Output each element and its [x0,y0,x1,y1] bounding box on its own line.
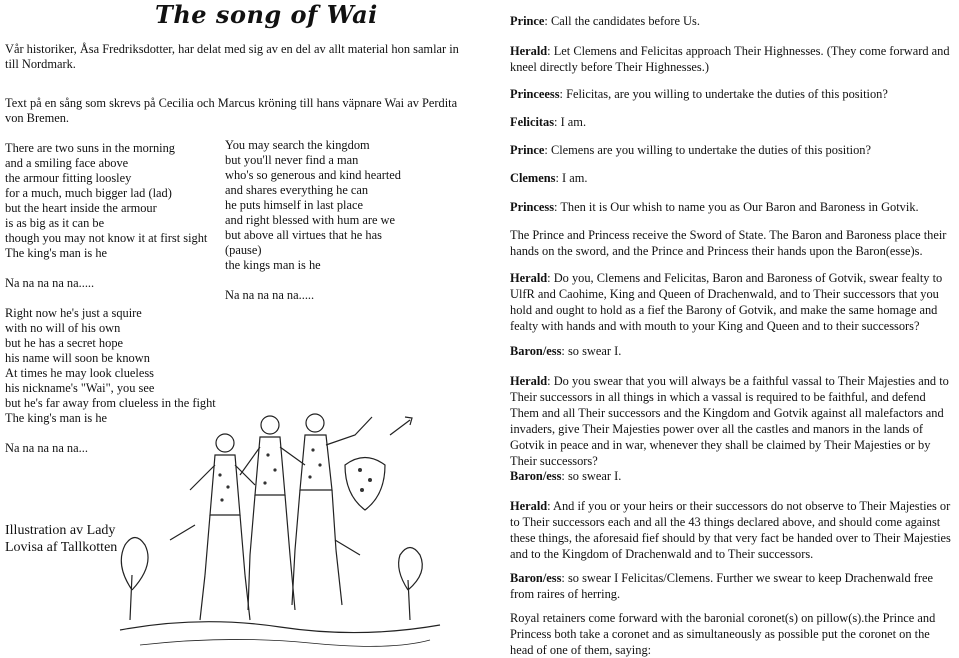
paragraph-6 [510,170,955,186]
left-page [0,0,470,657]
text: : Clemens are you willing to undertake the duties of this position? [544,143,871,157]
speaker: Herald [510,499,548,513]
speaker: Felicitas [510,115,555,129]
paragraph-15 [510,610,955,658]
song-title: The song of Wai [155,0,378,29]
paragraph-4 [510,114,955,130]
speaker: Herald [510,271,548,285]
paragraph-5 [510,142,955,158]
text: : And if you or your heirs or their successors do not observe to Their Majesties or to Their successors each and all the 43 things declared above, and should come against these things, the aforesaid fief should by that very fact be handed over to Their Majesties and to the Kingdom of Drachenwald and to Their successors. [510,499,951,561]
paragraph-1 [510,13,955,29]
speaker: Herald [510,44,548,58]
paragraph-13 [510,498,955,562]
paragraph-12 [510,468,955,484]
speaker: Clemens [510,171,556,185]
speaker: Baron/ess [510,571,562,585]
paragraph-9 [510,270,955,334]
text: : Then it is Our whish to name you as Our Baron and Baroness in Gotvik. [554,200,919,214]
text: : so swear I. [561,344,622,358]
paragraph-2 [510,43,955,75]
speaker: Prince [510,143,545,157]
text: : I am. [554,115,587,129]
paragraph-3 [510,86,955,102]
text: : Do you, Clemens and Felicitas, Baron and Baroness of Gotvik, swear fealty to UlfR and Caohime, King and Queen of Drachenwald, and to Their successors that you hold and ought to hold as a fief the Barony of Gotvik, and make the same homage and fealty with hands and with mouth to your King and Queen and to their successors? [510,271,943,333]
paragraph-14 [510,570,955,602]
speaker: Princess [510,200,555,214]
text: : I am. [555,171,588,185]
intro-paragraph-2: Text på en sång som skrevs på Cecilia och Marcus kröning till hans väpnare Wai av Perdita von Bremen. [5,96,458,125]
text: : Call the candidates before Us. [544,14,700,28]
paragraph-10 [510,343,955,359]
paragraph-11 [510,373,955,469]
right-page [510,0,955,657]
text: Royal retainers come forward with the baronial coronet(s) on pillow(s).the Prince and Princess both take a coronet and as simultaneously as possible put the coronet on the head of one of them, saying: [510,611,936,657]
text: : so swear I. [561,469,622,483]
text: : Do you swear that you will always be a faithful vassal to Their Majesties and to Their successors in all things in which a vassal is required to be faithful, and defend Them and all Their successors and the Kingdom and Gotvik against all malefactors and invaders, give Their Majesties power over all the castles and manors in the lands of Gotvik in peace and in war, whenever they shall be claimed by Their Majesties or by Their successors? [510,374,949,468]
knights-illustration [110,395,450,655]
text: The Prince and Princess receive the Sword of State. The Baron and Baroness place their hands on the sword, and the Prince and Princess their hands upon the Baron(esse)s. [510,228,947,258]
speaker: Baron/ess [510,469,562,483]
speaker: Princeess [510,87,560,101]
speaker: Herald [510,374,548,388]
text: : Let Clemens and Felicitas approach Their Highnesses. (They come forward and kneel directly before Their Highnesses.) [510,44,950,74]
text: : so swear I Felicitas/Clemens. Further we swear to keep Drachenwald free from raires of herring. [510,571,934,601]
intro-paragraph-1: Vår historiker, Åsa Fredriksdotter, har delat med sig av en del av allt material hon samlar in till Nordmark. [5,42,459,71]
poem-column-left: There are two suns in the morning and a smiling face above the armour fitting loosley for a much, much bigger lad (lad) but the heart inside the armour is as big as it can be though you may not know it at first sight The king's man is he Na na na na na..... Right now he's just a squire with no will of his own but he has a secret hope his name will soon be known At times he may look clueless his nickname's "Wai", you see but he's far away from clueless in the fight The king's man is he Na na na na na... [5,141,216,455]
speaker: Baron/ess [510,344,562,358]
poem-column-right: You may search the kingdom but you'll never find a man who's so generous and kind hearted and shares everything he can he puts himself in last place and right blessed with hum are we but above all virtues that he has (pause) the kings man is he Na na na na na..... [225,138,402,302]
paragraph-8 [510,227,955,259]
speaker: Prince [510,14,545,28]
paragraph-7 [510,199,955,215]
text: : Felicitas, are you willing to undertake the duties of this position? [559,87,888,101]
illustration-caption: Illustration av Lady Lovisa af Tallkotten [5,523,118,555]
